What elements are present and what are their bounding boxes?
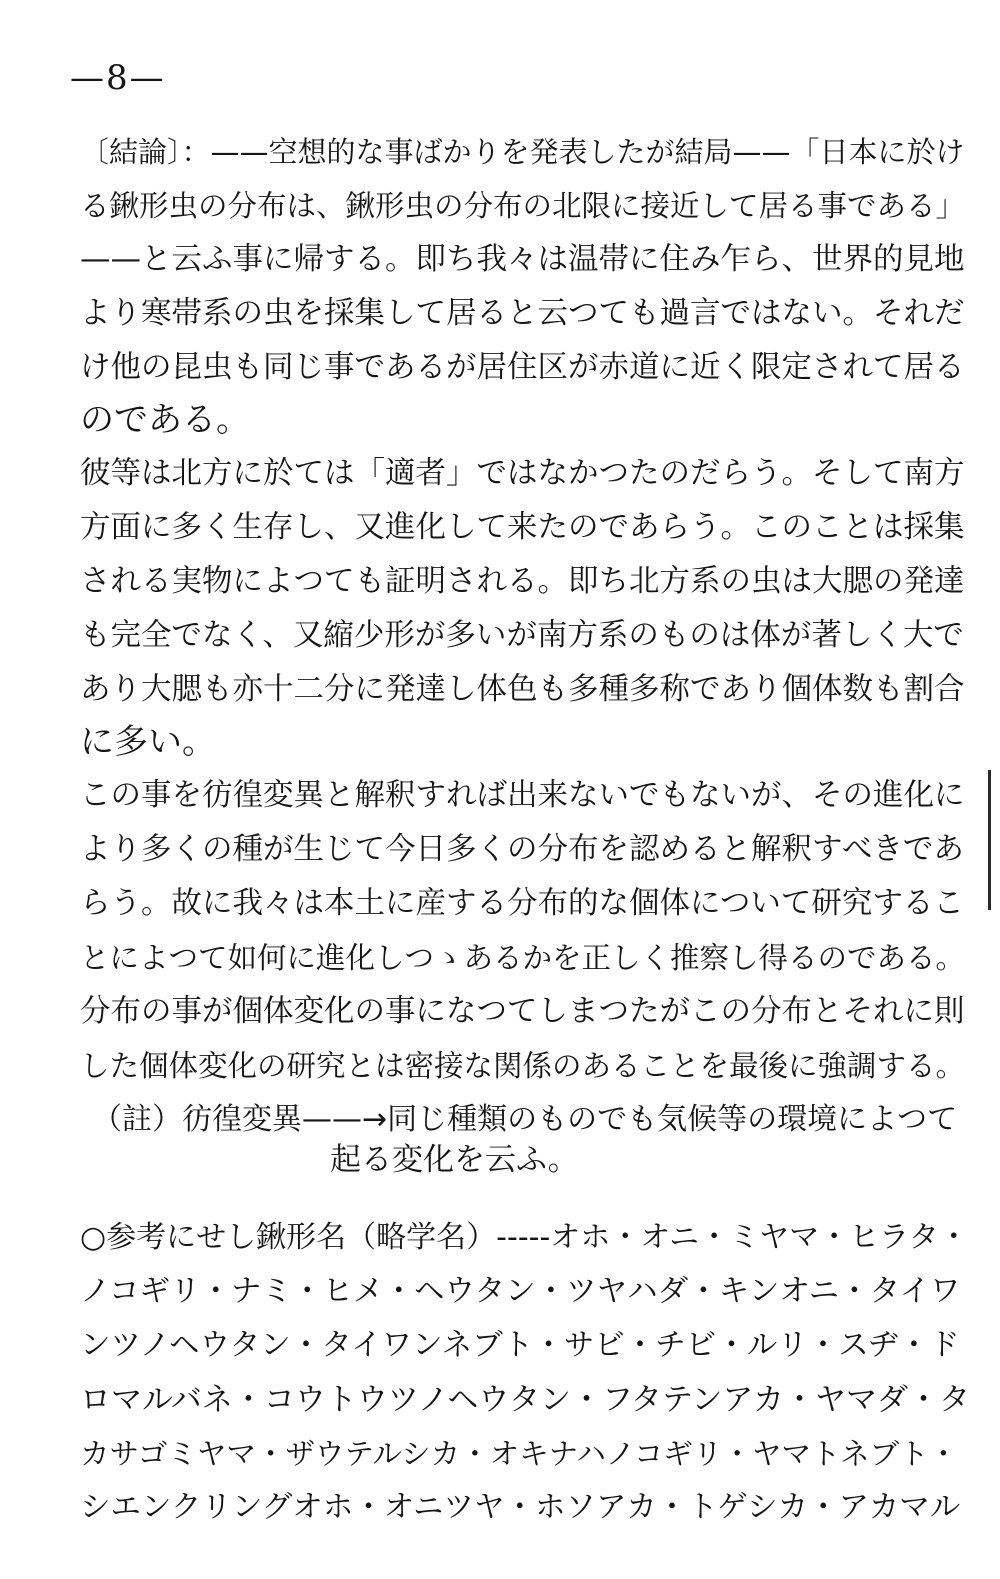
text-line: あり大腮も亦十二分に発達し体色も多種多称であり個体数も割合 — [80, 672, 965, 707]
text-line: らう。故に我々は本土に産する分布的な個体について研究するこ — [80, 886, 964, 921]
page-number: —8— — [70, 58, 166, 98]
text-line: される実物によつても証明される。即ち北方系の虫は大腮の発達 — [80, 564, 965, 599]
text-line: より多くの種が生じて今日多くの分布を認めると解釈すべきであ — [80, 832, 964, 867]
note-line: （註）彷徨変異——→同じ種類のものでも気候等の環境によつて — [92, 1102, 958, 1137]
reference-line: ○参考にせし鍬形名（略学名）-----オホ・オニ・ミヤマ・ヒラタ・ — [80, 1220, 969, 1255]
text-line: も完全でなく、又縮少形が多いが南方系のものは体が著しく大で — [80, 618, 964, 653]
text-line: この事を彷徨変異と解釈すれば出来ないでもないが、その進化に — [80, 778, 965, 813]
text-line: に多い。 — [80, 722, 216, 762]
text-line: のである。 — [80, 400, 250, 440]
scan-edge-mark — [988, 770, 991, 910]
text-line: 彼等は北方に於ては「適者」ではなかつたのだらう。そして南方 — [80, 456, 965, 491]
text-line: 方面に多く生存し、又進化して来たのであらう。このことは採集 — [80, 510, 965, 545]
reference-line: ノコギリ・ナミ・ヒメ・ヘウタン・ツヤハダ・キンオニ・タイワ — [80, 1274, 961, 1309]
text-line: より寒帯系の虫を採集して居ると云つても過言ではない。それだ — [80, 296, 965, 331]
text-line: 〔結論〕：——空想的な事ばかりを発表したが結局——「日本に於け — [80, 135, 965, 169]
reference-line: ロマルバネ・コウトウツノヘウタン・フタテンアカ・ヤマダ・タ — [80, 1382, 971, 1418]
reference-line: カサゴミヤマ・ザウテルシカ・オキナハノコギリ・ヤマトネブト・ — [80, 1437, 959, 1471]
text-line: る鍬形虫の分布は、鍬形虫の分布の北限に接近して居る事である」 — [80, 189, 966, 223]
text-line: け他の昆虫も同じ事であるが居住区が赤道に近く限定されて居る — [80, 350, 965, 385]
text-line: ——と云ふ事に帰する。即ち我々は温帯に住み乍ら、世界的見地 — [80, 242, 965, 277]
text-line: とによつて如何に進化しつゝあるかを正しく推察し得るのである。 — [80, 941, 966, 975]
text-line: した個体変化の研究とは密接な関係のあることを最後に強調する。 — [80, 1049, 966, 1083]
reference-line: シエンクリングオホ・オニツヤ・ホソアカ・トゲシカ・アカマル — [80, 1490, 961, 1525]
reference-line: ンツノヘウタン・タイワンネブト・サビ・チビ・ルリ・スヂ・ド — [80, 1328, 960, 1363]
text-line: 分布の事が個体変化の事になつてしまつたがこの分布とそれに則 — [80, 994, 965, 1029]
note-line: 起る変化を云ふ。 — [330, 1142, 579, 1178]
